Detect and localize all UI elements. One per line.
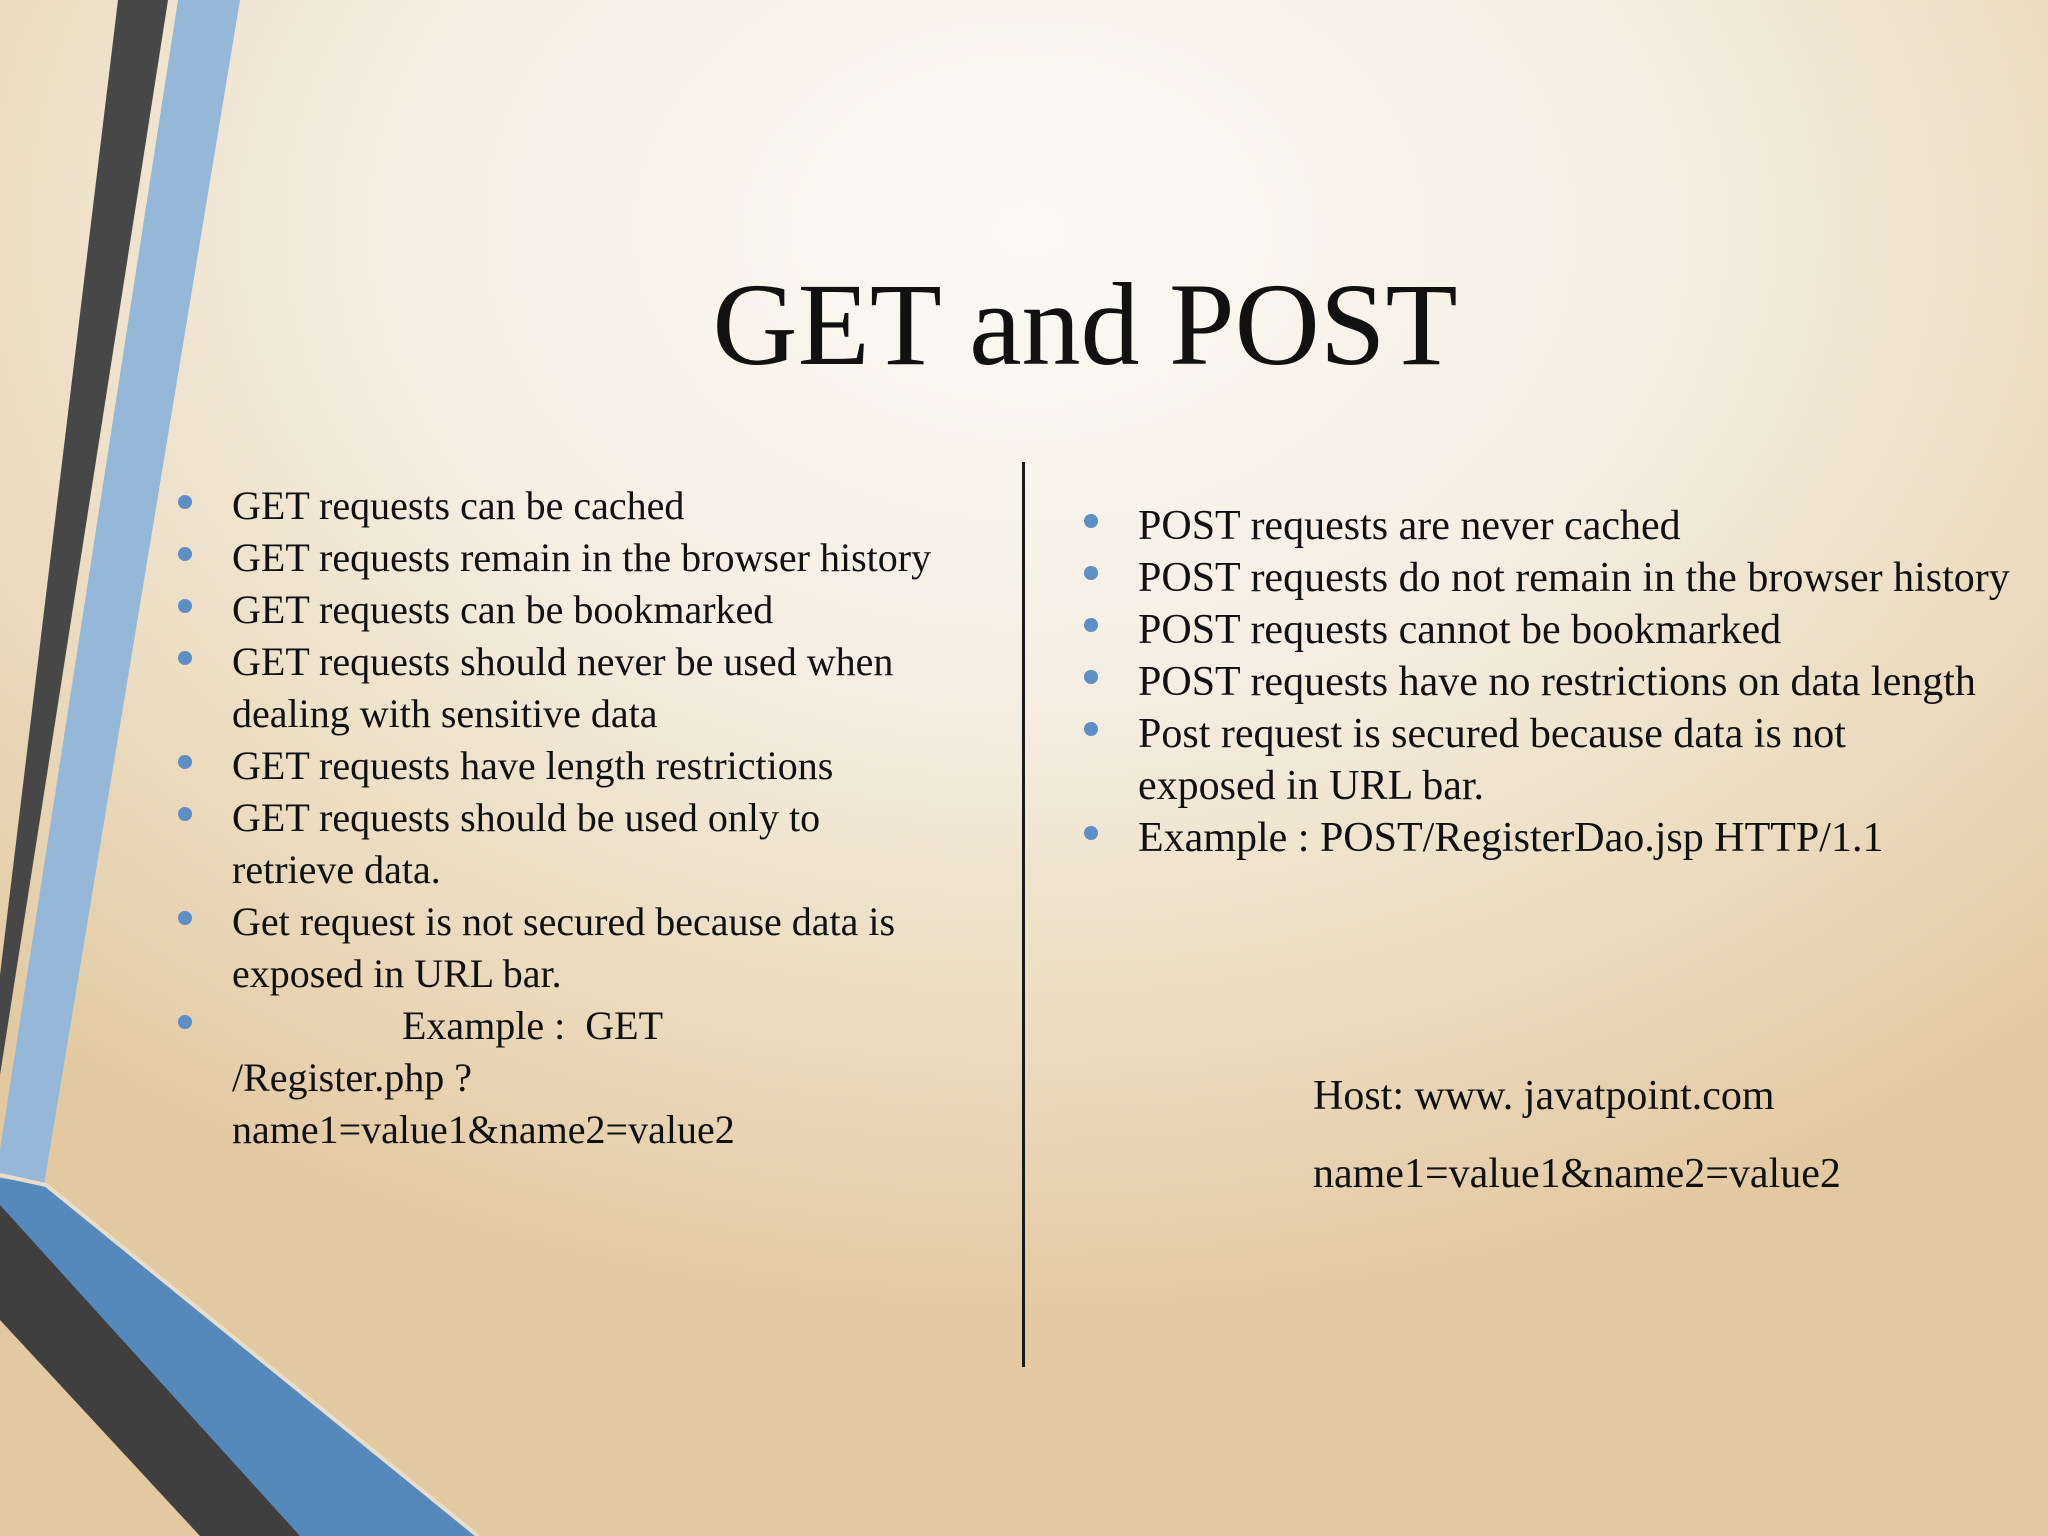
list-item: Get request is not secured because data is exposed in URL bar.: [232, 896, 952, 1000]
bullet-icon: [178, 599, 192, 613]
post-example-host: Host: www. javatpoint.com: [1313, 1073, 1775, 1119]
list-item: GET requests can be cached: [232, 480, 952, 532]
list-item: POST requests cannot be bookmarked: [1138, 604, 2038, 656]
list-item: GET requests should never be used when dealing with sensitive data: [232, 636, 952, 740]
bullet-icon: [178, 547, 192, 561]
post-example-body: name1=value1&name2=value2: [1313, 1151, 1841, 1197]
list-item: Post request is secured because data is not exposed in URL bar.: [1138, 708, 1938, 812]
list-item: GET requests can be bookmarked: [232, 584, 952, 636]
post-list: [1138, 500, 2038, 864]
list-item: POST requests have no restrictions on data length: [1138, 656, 2038, 708]
bullet-icon: [1084, 566, 1098, 580]
bullet-icon: [1084, 826, 1098, 840]
bullet-icon: [178, 911, 192, 925]
bullet-icon: [1084, 618, 1098, 632]
list-item: GET requests remain in the browser history: [232, 532, 952, 584]
get-example-query: name1=value1&name2=value2: [232, 1107, 735, 1152]
get-example-item: [232, 1000, 952, 1156]
bullet-icon: [178, 651, 192, 665]
get-example-label: Example : GET: [402, 1003, 664, 1048]
bullet-icon: [178, 755, 192, 769]
slide-title: GET and POST: [712, 259, 1458, 390]
bullet-icon: [178, 495, 192, 509]
list-item: POST requests are never cached: [1138, 500, 2038, 552]
list-item: Example : POST/RegisterDao.jsp HTTP/1.1: [1138, 812, 2038, 864]
bullet-icon: [178, 1015, 192, 1029]
bullet-icon: [1084, 670, 1098, 684]
get-list: [232, 480, 952, 1156]
list-item: GET requests should be used only to retrieve data.: [232, 792, 952, 896]
bullet-icon: [178, 807, 192, 821]
get-example-path: /Register.php ?: [232, 1055, 472, 1100]
bullet-icon: [1084, 514, 1098, 528]
list-item: GET requests have length restrictions: [232, 740, 952, 792]
bullet-icon: [1084, 722, 1098, 736]
list-item: POST requests do not remain in the browser history: [1138, 552, 2038, 604]
column-divider: [1022, 462, 1025, 1367]
